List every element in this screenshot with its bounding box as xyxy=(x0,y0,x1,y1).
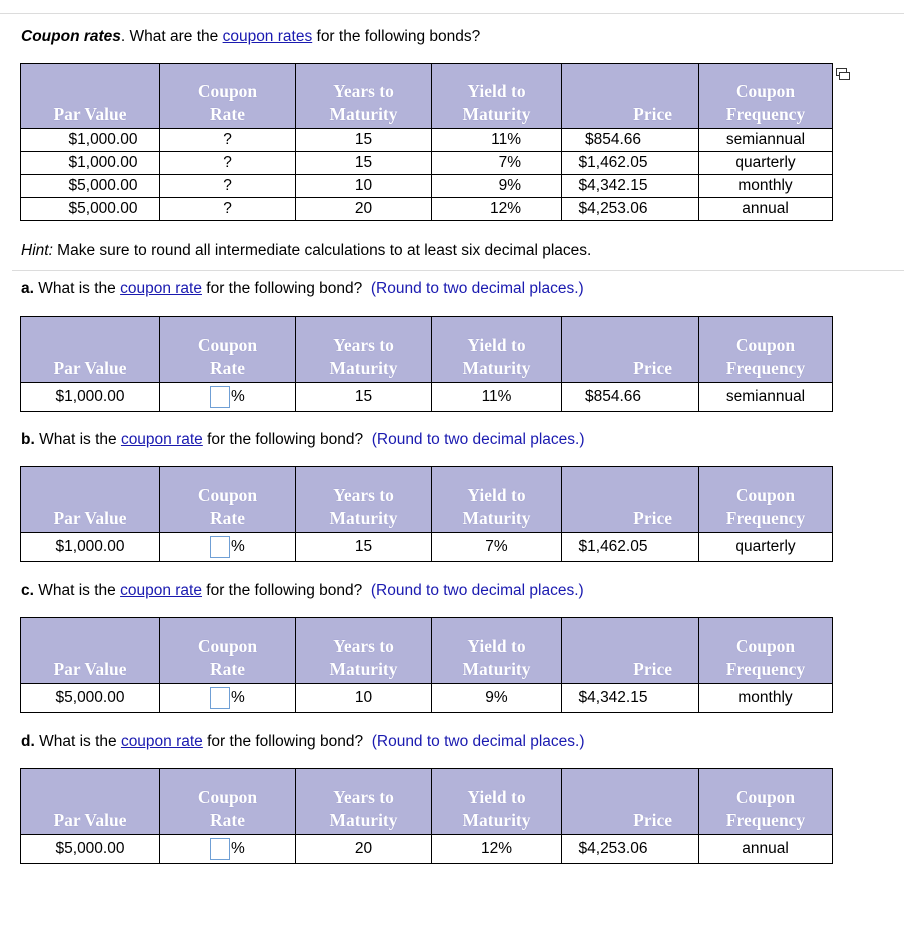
table-row: $1,000.00 ? 15 7% $1,462.05 quarterly xyxy=(21,152,833,175)
popout-icon[interactable] xyxy=(836,68,850,80)
coupon-rate-input-b[interactable] xyxy=(210,536,230,558)
part-c-prompt: c. What is the coupon rate for the following bond? (Round to two decimal places.) xyxy=(21,582,584,599)
header-price: Price xyxy=(562,317,699,383)
hint-text: Hint: Make sure to round all intermediate calculations to at least six decimal places. xyxy=(21,242,592,259)
header-yield-to-maturity: Yield to Maturity xyxy=(432,769,562,835)
coupon-rate-link-a[interactable]: coupon rate xyxy=(120,280,202,297)
coupon-rate-link-c[interactable]: coupon rate xyxy=(120,582,202,599)
header-yield-to-maturity: Yield to Maturity xyxy=(432,64,562,129)
header-coupon-rate: Coupon Rate xyxy=(160,317,296,383)
coupon-rate-link-d[interactable]: coupon rate xyxy=(120,733,203,750)
header-coupon-frequency: Coupon Frequency xyxy=(699,467,833,533)
header-price: Price xyxy=(562,769,699,835)
header-coupon-rate: Coupon Rate xyxy=(160,64,296,129)
part-b-table xyxy=(20,466,833,562)
header-price: Price xyxy=(562,618,699,684)
part-a-prompt: a. What is the coupon rate for the following bond? (Round to two decimal places.) xyxy=(21,280,584,297)
coupon-rate-input-c[interactable] xyxy=(210,687,230,709)
table-row: $5,000.00 ? 20 12% $4,253.06 annual xyxy=(21,198,833,221)
part-a-table xyxy=(20,316,833,412)
table-row: $1,000.00 % 15 7% $1,462.05 quarterly xyxy=(21,533,833,562)
coupon-rate-link-b[interactable]: coupon rate xyxy=(120,431,203,448)
header-yield-to-maturity: Yield to Maturity xyxy=(432,317,562,383)
header-years-to-maturity: Years to Maturity xyxy=(296,317,432,383)
header-price: Price xyxy=(562,64,699,129)
bonds-table-header xyxy=(21,64,833,129)
header-price: Price xyxy=(562,467,699,533)
table-row: $5,000.00 ? 10 9% $4,342.15 monthly xyxy=(21,175,833,198)
header-years-to-maturity: Years to Maturity xyxy=(296,64,432,129)
header-par-value: Par Value xyxy=(21,467,160,533)
header-coupon-frequency: Coupon Frequency xyxy=(699,769,833,835)
bonds-table xyxy=(20,63,833,221)
question-title: Coupon rates xyxy=(21,28,121,45)
header-yield-to-maturity: Yield to Maturity xyxy=(432,467,562,533)
header-years-to-maturity: Years to Maturity xyxy=(296,618,432,684)
header-coupon-rate: Coupon Rate xyxy=(160,618,296,684)
header-coupon-frequency: Coupon Frequency xyxy=(699,64,833,129)
top-divider xyxy=(0,13,904,14)
question-prompt: Coupon rates. What are the coupon rates for the following bonds? xyxy=(21,28,481,45)
table-row: $5,000.00 % 20 12% $4,253.06 annual xyxy=(21,835,833,864)
header-par-value: Par Value xyxy=(21,618,160,684)
header-years-to-maturity: Years to Maturity xyxy=(296,467,432,533)
header-yield-to-maturity: Yield to Maturity xyxy=(432,618,562,684)
table-row: $1,000.00 % 15 11% $854.66 semiannual xyxy=(21,383,833,412)
coupon-rate-input-d[interactable] xyxy=(210,838,230,860)
part-d-prompt: d. What is the coupon rate for the following bond? (Round to two decimal places.) xyxy=(21,733,585,750)
coupon-rates-link[interactable]: coupon rates xyxy=(222,28,313,45)
part-b-prompt: b. What is the coupon rate for the following bond? (Round to two decimal places.) xyxy=(21,431,585,448)
header-coupon-rate: Coupon Rate xyxy=(160,467,296,533)
header-coupon-frequency: Coupon Frequency xyxy=(699,618,833,684)
part-c-table xyxy=(20,617,833,713)
header-par-value: Par Value xyxy=(21,317,160,383)
header-years-to-maturity: Years to Maturity xyxy=(296,769,432,835)
header-coupon-frequency: Coupon Frequency xyxy=(699,317,833,383)
header-par-value: Par Value xyxy=(21,769,160,835)
header-par-value: Par Value xyxy=(21,64,160,129)
table-row: $5,000.00 % 10 9% $4,342.15 monthly xyxy=(21,684,833,713)
coupon-rate-input-a[interactable] xyxy=(210,386,230,408)
part-d-table xyxy=(20,768,833,864)
section-divider xyxy=(12,270,904,271)
table-row: $1,000.00 ? 15 11% $854.66 semiannual xyxy=(21,129,833,152)
header-coupon-rate: Coupon Rate xyxy=(160,769,296,835)
